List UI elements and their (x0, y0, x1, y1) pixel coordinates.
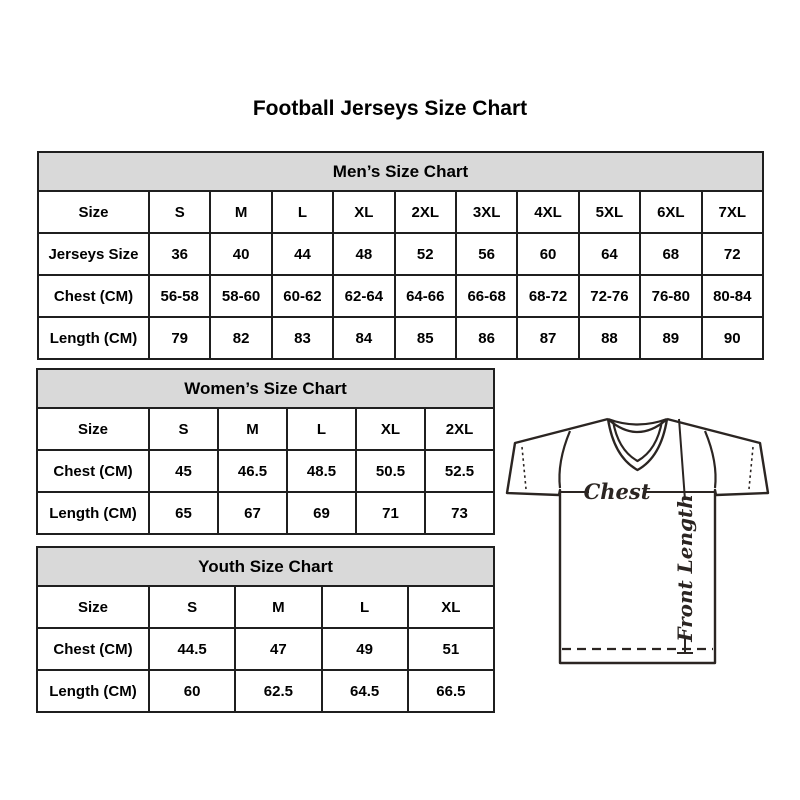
value-cell: 68-72 (517, 275, 578, 317)
value-cell: 44.5 (149, 628, 235, 670)
table-row (37, 408, 494, 450)
left-cuff-stitch-line (522, 447, 526, 489)
value-cell: 64.5 (322, 670, 408, 712)
value-cell: 85 (395, 317, 456, 359)
value-cell: 65 (149, 492, 218, 534)
row-header-cell: Length (CM) (38, 317, 149, 359)
mens-size-table (37, 151, 764, 360)
size-header-cell: L (287, 408, 356, 450)
row-header-cell: Size (37, 586, 149, 628)
size-header-cell: 5XL (579, 191, 640, 233)
row-header-cell: Chest (CM) (38, 275, 149, 317)
size-header-cell: L (272, 191, 333, 233)
table-row (38, 191, 763, 233)
collar-back-arc (608, 419, 667, 425)
row-header-cell: Size (38, 191, 149, 233)
size-header-cell: 4XL (517, 191, 578, 233)
table-row (38, 317, 763, 359)
value-cell: 40 (210, 233, 271, 275)
value-cell: 64-66 (395, 275, 456, 317)
value-cell: 86 (456, 317, 517, 359)
size-header-cell: M (210, 191, 271, 233)
row-header-cell: Jerseys Size (38, 233, 149, 275)
value-cell: 48.5 (287, 450, 356, 492)
table-title: Men’s Size Chart (38, 152, 763, 191)
size-header-cell: 2XL (425, 408, 494, 450)
value-cell: 72-76 (579, 275, 640, 317)
size-header-cell: S (149, 408, 218, 450)
row-header-cell: Length (CM) (37, 492, 149, 534)
value-cell: 52.5 (425, 450, 494, 492)
value-cell: 68 (640, 233, 701, 275)
size-header-cell: 6XL (640, 191, 701, 233)
value-cell: 82 (210, 317, 271, 359)
value-cell: 67 (218, 492, 287, 534)
value-cell: 58-60 (210, 275, 271, 317)
table-row (37, 670, 494, 712)
value-cell: 60 (149, 670, 235, 712)
size-header-cell: M (218, 408, 287, 450)
size-header-cell: 7XL (702, 191, 763, 233)
chest-label: Chest (583, 479, 651, 504)
value-cell: 62-64 (333, 275, 394, 317)
womens-size-table (36, 368, 495, 535)
right-sleeve-seam (705, 431, 716, 488)
size-header-cell: 3XL (456, 191, 517, 233)
value-cell: 44 (272, 233, 333, 275)
value-cell: 60-62 (272, 275, 333, 317)
value-cell: 52 (395, 233, 456, 275)
size-header-cell: S (149, 191, 210, 233)
value-cell: 56 (456, 233, 517, 275)
value-cell: 51 (408, 628, 494, 670)
value-cell: 69 (287, 492, 356, 534)
value-cell: 88 (579, 317, 640, 359)
value-cell: 89 (640, 317, 701, 359)
size-header-cell: L (322, 586, 408, 628)
value-cell: 56-58 (149, 275, 210, 317)
table-row (37, 628, 494, 670)
table-title-row (37, 369, 494, 408)
value-cell: 84 (333, 317, 394, 359)
table-row (37, 586, 494, 628)
size-header-cell: M (235, 586, 321, 628)
value-cell: 83 (272, 317, 333, 359)
value-cell: 90 (702, 317, 763, 359)
jersey-measurement-diagram (505, 400, 770, 690)
value-cell: 47 (235, 628, 321, 670)
value-cell: 48 (333, 233, 394, 275)
youth-size-table (36, 546, 495, 713)
table-row (38, 233, 763, 275)
value-cell: 45 (149, 450, 218, 492)
value-cell: 46.5 (218, 450, 287, 492)
table-title-row (38, 152, 763, 191)
row-header-cell: Length (CM) (37, 670, 149, 712)
left-sleeve-seam (559, 431, 570, 488)
right-cuff-stitch-line (749, 447, 753, 489)
value-cell: 64 (579, 233, 640, 275)
value-cell: 80-84 (702, 275, 763, 317)
table-title: Women’s Size Chart (37, 369, 494, 408)
value-cell: 50.5 (356, 450, 425, 492)
value-cell: 76-80 (640, 275, 701, 317)
table-row (37, 450, 494, 492)
value-cell: 36 (149, 233, 210, 275)
page-title: Football Jerseys Size Chart (252, 97, 528, 120)
row-header-cell: Chest (CM) (37, 450, 149, 492)
size-header-cell: XL (408, 586, 494, 628)
row-header-cell: Size (37, 408, 149, 450)
value-cell: 72 (702, 233, 763, 275)
value-cell: 62.5 (235, 670, 321, 712)
size-header-cell: XL (333, 191, 394, 233)
jersey-outline (507, 419, 768, 663)
value-cell: 66-68 (456, 275, 517, 317)
value-cell: 87 (517, 317, 578, 359)
value-cell: 73 (425, 492, 494, 534)
size-header-cell: XL (356, 408, 425, 450)
row-header-cell: Chest (CM) (37, 628, 149, 670)
table-row (37, 492, 494, 534)
table-title: Youth Size Chart (37, 547, 494, 586)
value-cell: 71 (356, 492, 425, 534)
table-row (38, 275, 763, 317)
value-cell: 66.5 (408, 670, 494, 712)
table-title-row (37, 547, 494, 586)
value-cell: 60 (517, 233, 578, 275)
front-length-label: Front Length (673, 494, 697, 642)
value-cell: 49 (322, 628, 408, 670)
size-header-cell: 2XL (395, 191, 456, 233)
value-cell: 79 (149, 317, 210, 359)
size-header-cell: S (149, 586, 235, 628)
